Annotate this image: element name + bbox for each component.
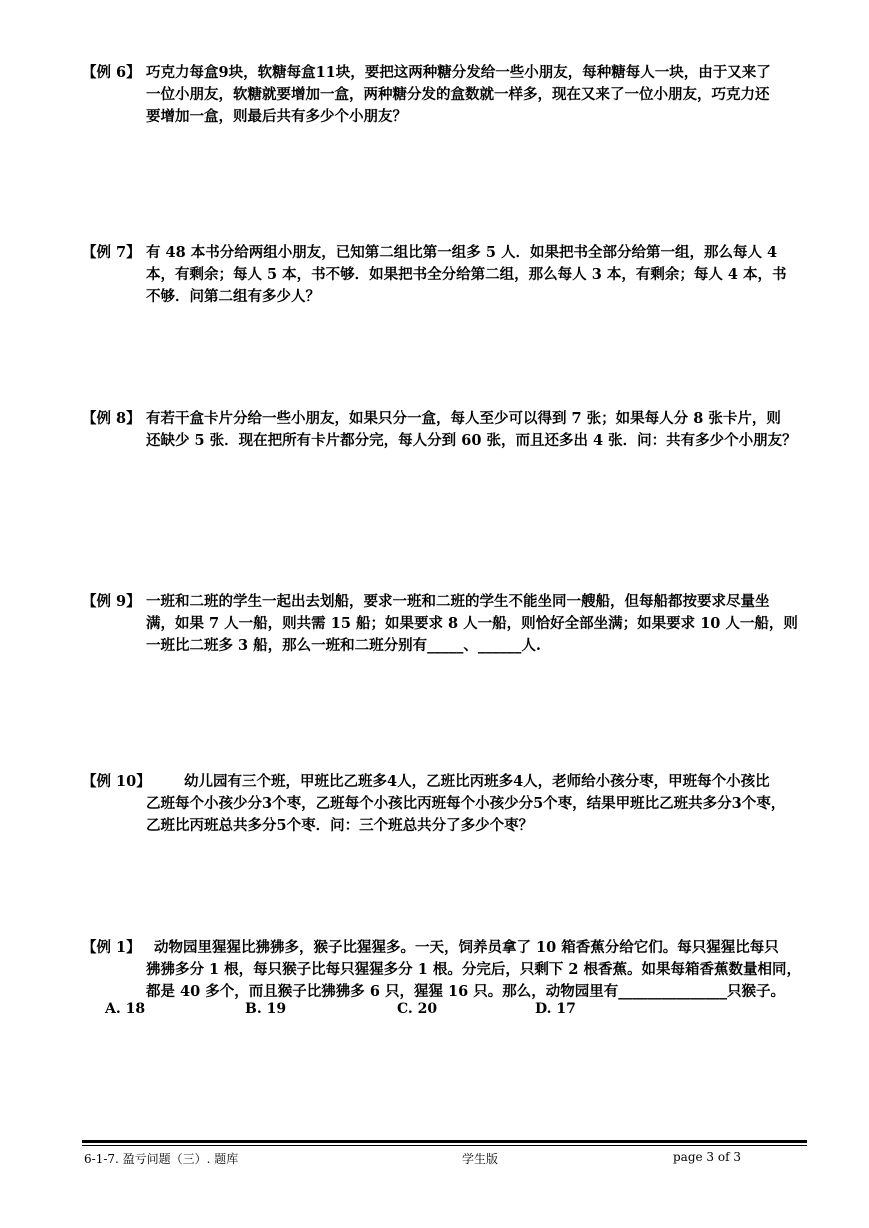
- problem-text-line: 要增加一盒，则最后共有多少个小朋友？: [146, 108, 407, 125]
- problem-text-line: 有 48 本书分给两组小朋友，已知第二组比第一组多 5 人．如果把书全部分给第一组，那么每人 4: [146, 244, 778, 261]
- problem-text-line: 本，有剩余；每人 5 本，书不够．如果把书全分给第二组，那么每人 3 本，有剩余；每人 4 本，书: [146, 266, 787, 283]
- problem-text-line: 动物园里猩猩比狒狒多，猴子比猩猩多。一天，饲养员拿了 10 箱香蕉分给它们。每只猩猩比每只: [154, 939, 779, 956]
- footer-divider: [82, 1140, 807, 1143]
- problem-7: [82, 242, 812, 308]
- problem-text-line: 狒狒多分 1 根，每只猴子比每只猩猩多分 1 根。分完后，只剩下 2 根香蕉。如果每箱香蕉数量相同，: [146, 961, 802, 978]
- option-b: B. 19: [245, 1001, 287, 1017]
- problem-text-line: 乙班比丙班总共多分5个枣．问：三个班总共分了多少个枣？: [146, 817, 534, 834]
- problem-label: 【例 9】: [82, 593, 141, 610]
- problem-label: 【例 7】: [82, 244, 141, 261]
- problem-text-line: 一班比二班多 3 船，那么一班和二班分别有_____、______人.: [146, 637, 541, 654]
- problem-text-line: 还缺少 5 张．现在把所有卡片都分完，每人分到 60 张，而且还多出 4 张．问：共有多少个小朋友？: [146, 432, 797, 449]
- problem-6: [82, 62, 812, 128]
- footer-page-number: page 3 of 3: [673, 1150, 741, 1164]
- problem-8: [82, 408, 812, 452]
- problem-text-line: 有若干盒卡片分给一些小朋友，如果只分一盒，每人至少可以得到 7 张；如果每人分 8 张卡片，则: [146, 410, 781, 427]
- footer-left: 6-1-7. 盈亏问题（三）. 题库: [84, 1152, 239, 1166]
- problem-10: [82, 771, 812, 837]
- problem-text-line: 幼儿园有三个班，甲班比乙班多4人，乙班比丙班多4人，老师给小孩分枣，甲班每个小孩比: [184, 773, 770, 790]
- problem-label: 【例 1】: [82, 939, 141, 956]
- footer-center: 学生版: [462, 1152, 499, 1166]
- option-a: A. 18: [105, 1001, 146, 1017]
- option-d: D. 17: [535, 1001, 576, 1017]
- problem-text-line: 巧克力每盒9块，软糖每盒11块，要把这两种糖分发给一些小朋友，每种糖每人一块，由于又来了: [146, 64, 771, 81]
- problem-text-line: 不够．问第二组有多少人？: [146, 288, 320, 305]
- problem-label: 【例 6】: [82, 64, 141, 81]
- option-c: C. 20: [397, 1001, 438, 1017]
- problem-text-line: 满，如果 7 人一船，则共需 15 船；如果要求 8 人一船，则恰好全部坐满；如果要求 10 人一船，则: [146, 615, 798, 632]
- problem-text-line: 乙班每个小孩少分3个枣，乙班每个小孩比丙班每个小孩少分5个枣，结果甲班比乙班共多分3个枣，: [146, 795, 786, 812]
- problem-label: 【例 8】: [82, 410, 141, 427]
- footer-divider-thin: [82, 1145, 807, 1146]
- problem-text-line: 都是 40 多个，而且猴子比狒狒多 6 只，猩猩 16 只。那么，动物园里有_______________只猴子。: [146, 983, 785, 1000]
- problem-text-line: 一位小朋友，软糖就要增加一盒，两种糖分发的盒数就一样多，现在又来了一位小朋友，巧克力还: [146, 86, 770, 103]
- problem-text-line: 一班和二班的学生一起出去划船，要求一班和二班的学生不能坐同一艘船，但每船都按要求尽量坐: [146, 593, 770, 610]
- problem-9: [82, 591, 812, 657]
- problem-1: [82, 937, 812, 1003]
- problem-label: 【例 10】: [82, 773, 151, 790]
